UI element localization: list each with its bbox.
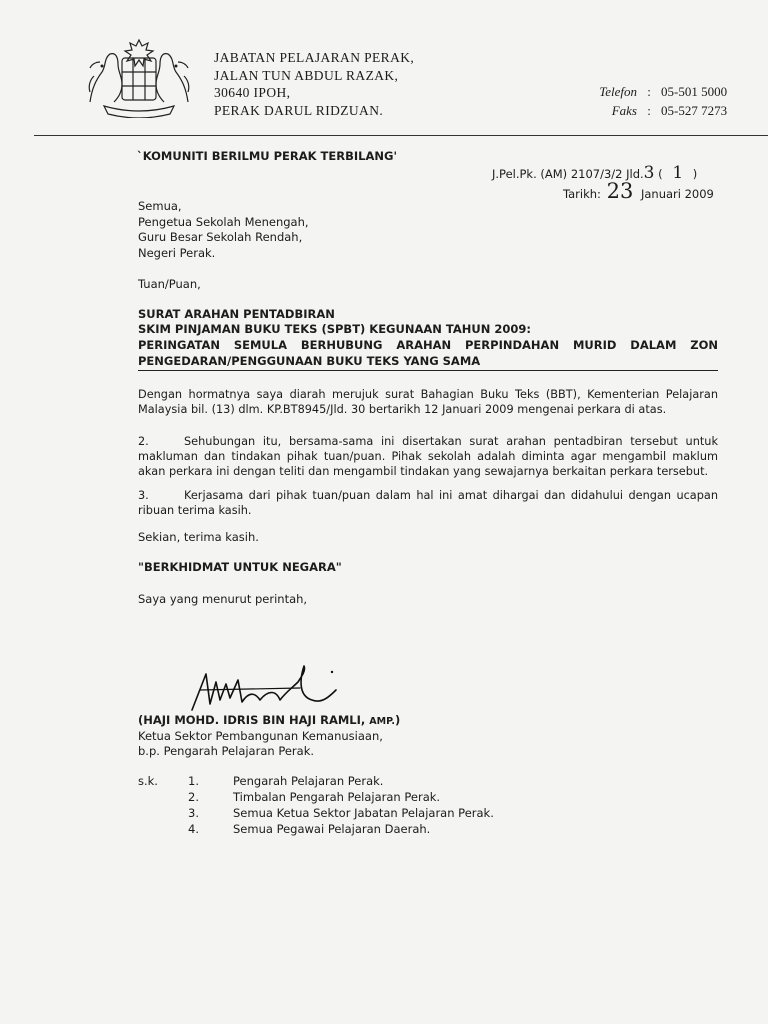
reference-prefix: J.Pel.Pk. (AM) 2107/3/2 Jld. (492, 167, 644, 181)
address-line-1: JABATAN PELAJARAN PERAK, (214, 50, 415, 65)
cc-item: Semua Ketua Sektor Jabatan Pelajaran Perak. (233, 806, 494, 820)
reference-handwritten-volume: 3 (643, 163, 655, 183)
recipient-line: Pengetua Sekolah Menengah, (138, 214, 309, 229)
header-divider (34, 135, 768, 136)
cc-item: Pengarah Pelajaran Perak. (233, 774, 384, 788)
closing-obedient: Saya yang menurut perintah, (138, 592, 308, 606)
signatory-on-behalf: b.p. Pengarah Pelajaran Perak. (138, 744, 315, 758)
handwritten-signature (180, 660, 350, 720)
phone-number: 05-501 5000 (661, 84, 728, 99)
paragraph-text: Kerjasama dari pihak tuan/puan dalam hal ini amat dihargai dan didahului dengan ucapan ribuan terima kasih. (138, 489, 718, 517)
reference-handwritten-number: 1 (672, 163, 684, 183)
cc-number: 1. (188, 774, 199, 788)
signatory-name-text: (HAJI MOHD. IDRIS BIN HAJI RAMLI, (138, 713, 370, 727)
fax-label: Faks (611, 103, 637, 118)
subject-reminder-2: PENGEDARAN/PENGGUNAAN BUKU TEKS YANG SAMA (138, 354, 718, 371)
contact-block: Telefon : 05-501 5000 Faks : 05-527 7273 (587, 82, 727, 120)
recipient-line: Semua, (138, 199, 182, 213)
signatory-name-end: ) (394, 713, 401, 727)
date-day-handwritten: 23 (606, 179, 634, 203)
address-line-3: 30640 IPOH, (214, 85, 291, 100)
paragraph-number: 2. (138, 435, 149, 448)
date-month-year: Januari 2009 (640, 187, 714, 201)
paragraph-2 (138, 434, 718, 479)
subject-reminder-1: PERINGATAN SEMULA BERHUBUNG ARAHAN PERPINDAHAN MURID DALAM ZON (138, 338, 718, 352)
cc-item: Timbalan Pengarah Pelajaran Perak. (233, 790, 441, 804)
signatory-position: Ketua Sektor Pembangunan Kemanusiaan, (138, 729, 383, 743)
coat-of-arms-emblem (80, 36, 198, 118)
recipients (138, 199, 309, 261)
paragraph-text: Sehubungan itu, bersama-sama ini disertakan surat arahan pentadbiran tersebut untuk makluman dan tindakan pihak tuan/puan. Pihak sekolah adalah diminta agar mengambil maklum akan perkara ini dengan teliti dan mengambil tindakan yang sewajarnya berkaitan perkara tersebut. (138, 435, 718, 478)
office-address (214, 49, 414, 119)
cc-number: 4. (188, 822, 199, 836)
paragraph-number: 3. (138, 489, 149, 502)
motto: `KOMUNITI BERILMU PERAK TERBILANG' (137, 149, 397, 163)
recipient-line: Guru Besar Sekolah Rendah, (138, 230, 303, 244)
salutation: Tuan/Puan, (138, 277, 201, 291)
subject-title: SURAT ARAHAN PENTADBIRAN (138, 307, 335, 321)
reference-number: J.Pel.Pk. (AM) 2107/3/2 Jld.3 ( 1 ) (492, 163, 698, 183)
address-line-2: JALAN TUN ABDUL RAZAK, (214, 67, 399, 83)
closing-thanks: Sekian, terima kasih. (138, 530, 259, 544)
date-label: Tarikh: (563, 187, 601, 201)
address-line-4: PERAK DARUL RIDZUAN. (214, 102, 384, 118)
phone-label: Telefon (599, 84, 637, 99)
subject-scheme: SKIM PINJAMAN BUKU TEKS (SPBT) KEGUNAAN TAHUN 2009: (138, 322, 531, 336)
paragraph-intro: Dengan hormatnya saya diarah merujuk surat Bahagian Buku Teks (BBT), Kementerian Pelajaran Malaysia bil. (13) dlm. KP.BT8945/Jld. 30 bertarikh 12 Januari 2009 mengenai perkara di atas. (138, 388, 718, 416)
cc-number: 3. (188, 806, 199, 820)
signatory-honorific: AMP. (369, 716, 395, 727)
letter-date (563, 179, 714, 203)
cc-item: Semua Pegawai Pelajaran Daerah. (233, 822, 431, 836)
recipient-line: Negeri Perak. (138, 245, 216, 260)
paragraph-3 (138, 488, 718, 518)
fax-number: 05-527 7273 (661, 103, 728, 118)
cc-number: 2. (188, 790, 199, 804)
closing-slogan: "BERKHIDMAT UNTUK NEGARA" (138, 560, 342, 574)
cc-label: s.k. (138, 774, 158, 788)
signatory-name (138, 713, 400, 729)
